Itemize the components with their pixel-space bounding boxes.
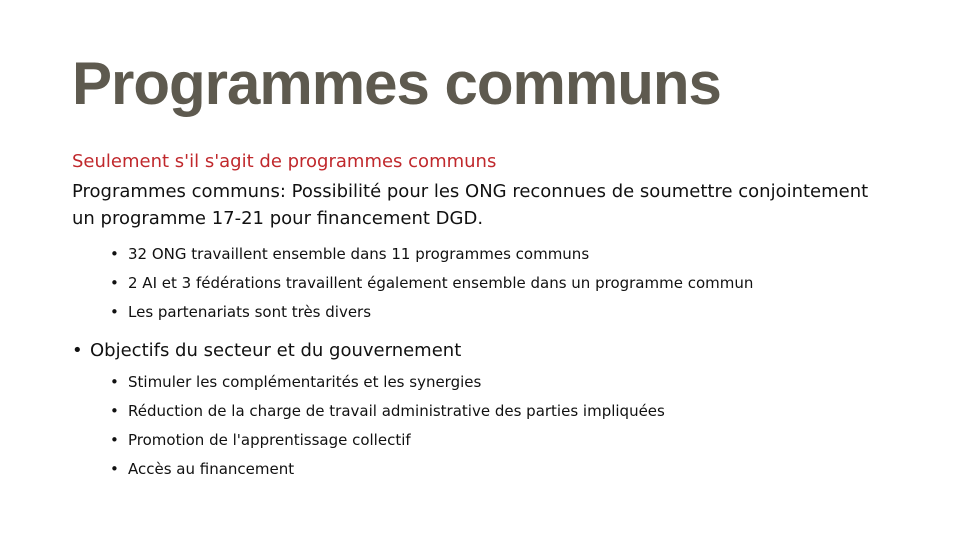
list-item: • 2 AI et 3 fédérations travaillent également ensemble dans un programme commun <box>110 269 892 298</box>
list-item: • Stimuler les complémentarités et les synergies <box>110 368 892 397</box>
slide-title: Programmes communs <box>72 50 721 117</box>
objectives-heading: • Objectifs du secteur et du gouvernement <box>72 337 892 364</box>
objectives-list <box>72 368 892 484</box>
list-item: • Les partenariats sont très divers <box>110 298 892 327</box>
slide-body <box>72 148 892 484</box>
list-item: • 32 ONG travaillent ensemble dans 11 programmes communs <box>110 240 892 269</box>
list-item: • Accès au financement <box>110 455 892 484</box>
intro-highlight: Seulement s'il s'agit de programmes communs <box>72 151 497 172</box>
list-item: • Réduction de la charge de travail administrative des parties impliquées <box>110 397 892 426</box>
sub-bullet-list <box>72 240 892 327</box>
intro-paragraph: Programmes communs: Possibilité pour les ONG reconnues de soumettre conjointement un programme 17-21 pour financement DGD. <box>72 181 869 229</box>
list-item: • Promotion de l'apprentissage collectif <box>110 426 892 455</box>
